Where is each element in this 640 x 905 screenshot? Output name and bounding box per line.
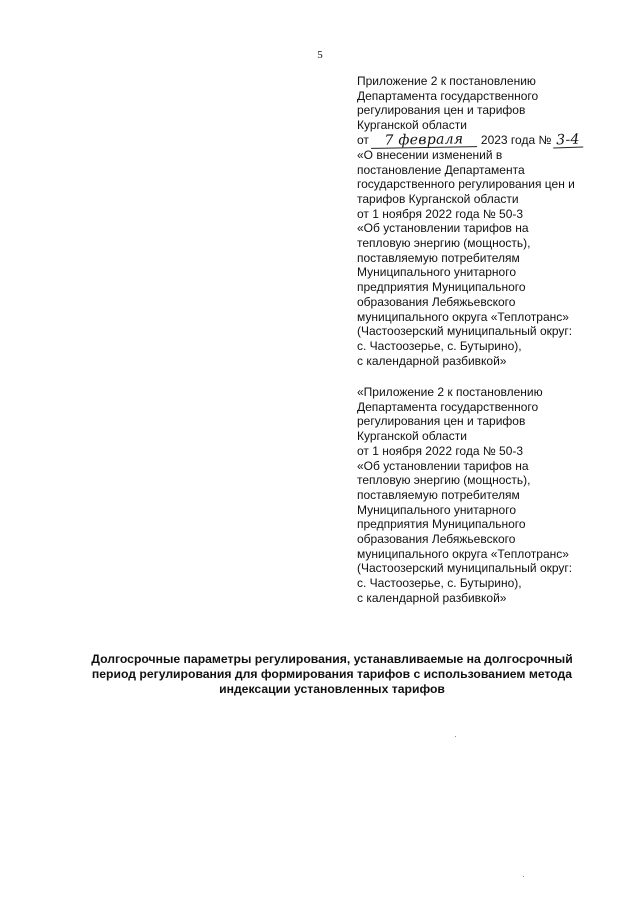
- appendix-header-original: [357, 385, 627, 606]
- appendix-header-current: [357, 74, 627, 368]
- appendix-line: государственного регулирования цен и: [357, 177, 575, 192]
- appendix-line: предприятия Муниципального: [357, 280, 526, 295]
- handwritten-date: 7 февраля: [371, 133, 477, 149]
- appendix-line: образования Лебяжьевского: [357, 294, 516, 309]
- appendix-line: поставляемую потребителям: [357, 250, 520, 265]
- appendix-line: тарифов Курганской области: [357, 191, 519, 206]
- page-number: 5: [317, 49, 323, 61]
- appendix-line: с календарной разбивкой»: [357, 353, 507, 368]
- appendix-line: постановление Департамента: [357, 162, 525, 177]
- scan-speck: [455, 736, 456, 737]
- appendix-line: Муниципального унитарного: [357, 265, 517, 280]
- appendix-line: с календарной разбивкой»: [357, 590, 507, 605]
- date-year: 2023 года №: [480, 132, 552, 147]
- appendix-line: «Об установлении тарифов на: [357, 221, 529, 236]
- handwritten-number: 3-4: [553, 133, 583, 148]
- appendix-line: «Об установлении тарифов на: [357, 458, 529, 473]
- appendix-line: Муниципального унитарного: [357, 502, 517, 517]
- appendix-line: от 1 ноября 2022 года № 50-3: [357, 443, 524, 458]
- appendix-line: Департамента государственного: [357, 88, 539, 103]
- scan-speck: [523, 876, 524, 877]
- appendix-line: Курганской области: [357, 429, 467, 444]
- appendix-line: регулирования цен и тарифов: [357, 414, 526, 429]
- appendix-line: регулирования цен и тарифов: [357, 103, 526, 118]
- appendix-line: Приложение 2 к постановлению: [357, 74, 536, 88]
- appendix-line: муниципального округа «Теплотранс»: [357, 309, 569, 324]
- heading-line: период регулирования для формирования тарифов с использованием метода: [91, 667, 573, 681]
- appendix-line: муниципального округа «Теплотранс»: [357, 546, 569, 561]
- appendix-line: тепловую энергию (мощность),: [357, 236, 531, 251]
- appendix-line: тепловую энергию (мощность),: [357, 473, 531, 488]
- appendix-line: (Частоозерский муниципальный округ:: [357, 324, 573, 339]
- appendix-line: Курганской области: [357, 118, 467, 133]
- heading-line: индексации установленных тарифов: [219, 682, 445, 696]
- appendix-line: поставляемую потребителям: [357, 487, 520, 502]
- appendix-line: предприятия Муниципального: [357, 517, 526, 532]
- appendix-line: с. Частоозерье, с. Бутырино),: [357, 576, 522, 591]
- appendix-line: «Приложение 2 к постановлению: [357, 385, 543, 399]
- appendix-line: с. Частоозерье, с. Бутырино),: [357, 338, 522, 353]
- appendix-date-line: [357, 133, 627, 148]
- document-heading: [64, 652, 600, 697]
- appendix-line: образования Лебяжьевского: [357, 532, 516, 547]
- heading-line: Долгосрочные параметры регулирования, устанавливаемые на долгосрочный: [91, 652, 573, 666]
- appendix-line: «О внесении изменений в: [357, 147, 503, 162]
- appendix-line: (Частоозерский муниципальный округ:: [357, 561, 573, 576]
- appendix-line: Департамента государственного: [357, 399, 539, 414]
- appendix-line: от 1 ноября 2022 года № 50-3: [357, 206, 524, 221]
- date-prefix: от: [357, 132, 369, 147]
